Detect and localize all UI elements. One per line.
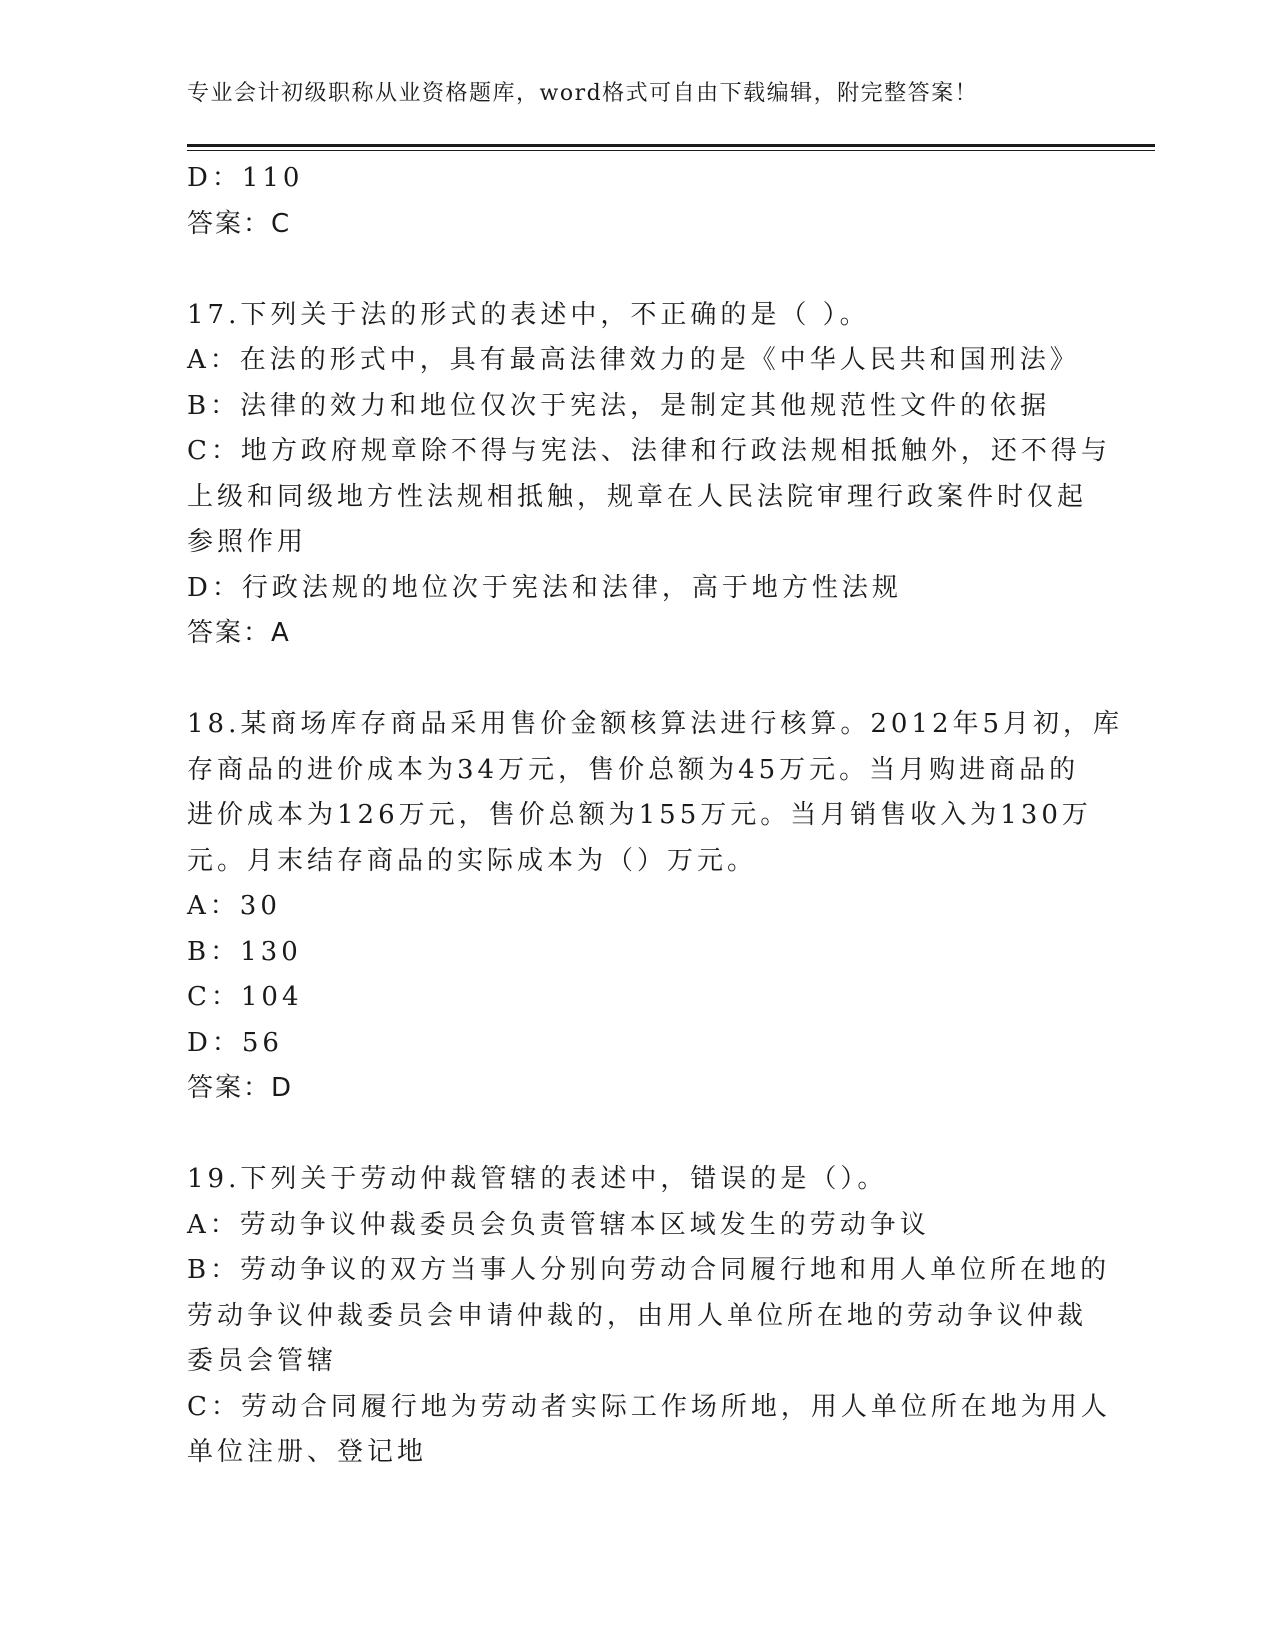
q18-stem-line: 存商品的进价成本为34万元，售价总额为45万元。当月购进商品的 bbox=[187, 754, 1080, 785]
q17-option-b: B：法律的效力和地位仅次于宪法，是制定其他规范性文件的依据 bbox=[187, 390, 1051, 421]
q18-stem-line: 进价成本为126万元，售价总额为155万元。当月销售收入为130万 bbox=[187, 800, 1092, 830]
prev-answer: 答案：C bbox=[187, 208, 292, 239]
q18-stem-line: 18.某商场库存商品采用售价金额核算法进行核算。2012年5月初，库 bbox=[187, 709, 1124, 739]
q18-option-d: D：56 bbox=[187, 1027, 283, 1058]
prev-option-d: D：110 bbox=[187, 163, 304, 193]
q19-option-c-line: C：劳动合同履行地为劳动者实际工作场所地，用人单位所在地为用人 bbox=[187, 1391, 1111, 1422]
q19-option-b-line: B：劳动争议的双方当事人分别向劳动合同履行地和用人单位所在地的 bbox=[187, 1255, 1111, 1285]
q17-stem: 17.下列关于法的形式的表述中，不正确的是（ ）。 bbox=[187, 299, 870, 330]
header-rule-thin bbox=[187, 150, 1155, 151]
q17-option-a: A：在法的形式中，具有最高法律效力的是《中华人民共和国刑法》 bbox=[187, 345, 1080, 375]
question-content bbox=[187, 156, 1124, 1476]
q18-option-b: B：130 bbox=[187, 936, 302, 967]
spacer bbox=[187, 657, 1087, 703]
q18-stem-line: 元。月末结存商品的实际成本为（）万元。 bbox=[187, 845, 758, 876]
page-header: 专业会计初级职称从业资格题库，word格式可自由下载编辑，附完整答案！ bbox=[187, 81, 979, 106]
q17-option-c-line: C：地方政府规章除不得与宪法、法律和行政法规相抵触外，还不得与 bbox=[187, 436, 1111, 466]
q19-option-b-line: 委员会管辖 bbox=[187, 1346, 338, 1376]
q18-option-c: C：104 bbox=[187, 982, 303, 1012]
q19-stem: 19.下列关于劳动仲裁管辖的表述中，错误的是（）。 bbox=[187, 1164, 888, 1194]
q17-option-d: D：行政法规的地位次于宪法和法律，高于地方性法规 bbox=[187, 572, 902, 603]
q17-option-c-line: 参照作用 bbox=[187, 527, 308, 557]
spacer bbox=[187, 247, 1087, 293]
q18-option-a: A：30 bbox=[187, 891, 281, 921]
q17-option-c-line: 上级和同级地方性法规相抵触，规章在人民法院审理行政案件时仅起 bbox=[187, 481, 1088, 512]
q17-answer: 答案：A bbox=[187, 618, 291, 648]
q19-option-b-line: 劳动争议仲裁委员会申请仲裁的，由用人单位所在地的劳动争议仲裁 bbox=[187, 1300, 1088, 1331]
q19-option-a: A：劳动争议仲裁委员会负责管辖本区域发生的劳动争议 bbox=[187, 1209, 930, 1240]
q18-answer: 答案：D bbox=[187, 1073, 294, 1103]
spacer bbox=[187, 1112, 1087, 1158]
header-rule-thick bbox=[187, 144, 1155, 147]
q19-option-c-line: 单位注册、登记地 bbox=[187, 1437, 428, 1467]
